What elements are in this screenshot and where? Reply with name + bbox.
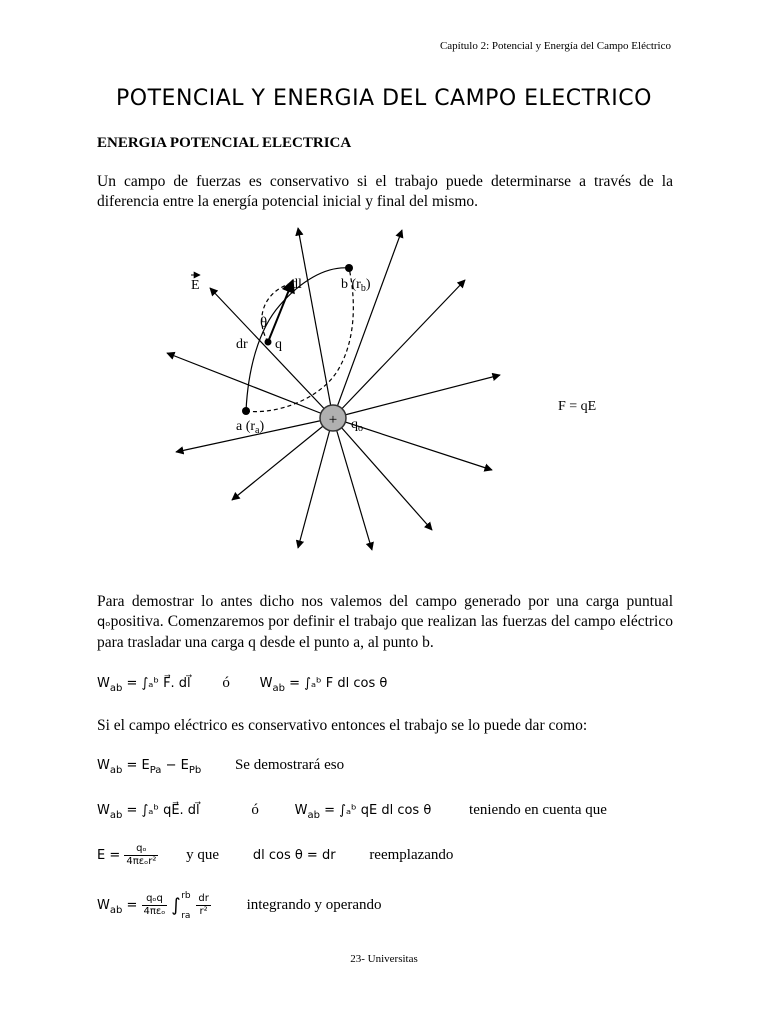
dl-vector xyxy=(268,280,293,342)
field-line xyxy=(333,418,372,550)
force-label: F = qE xyxy=(558,399,597,414)
field-diagram xyxy=(150,218,630,558)
field-line xyxy=(333,375,500,418)
theta-label: θ xyxy=(260,315,268,331)
qo-label: $q_o$ xyxy=(351,417,363,434)
paragraph-1: Para demostrar lo antes dicho nos valemos del campo generado por una carga puntual qₒpositiva. Comenzaremos por definir el trabajo que realizan las fuerzas del campo eléctrico para trasladar una carga q desde el punto a, al punto b. xyxy=(97,593,673,651)
equation-3: $W_{ab}$ = ∫ₐᵇ qE⃗. dl⃗ ó $W_{ab}$ = ∫ₐᵇ qE dl cos θ teniendo en cuenta que xyxy=(97,802,607,821)
equation-5: $W_{ab}$ = $\frac{\text{qₒq}}{\text{4πεₒ}}$ ∫ rb ra $\frac{dr}{\text{r²}}$ integrando y operando xyxy=(97,891,382,921)
equation-1: $W_{ab}$ = ∫ₐᵇ F⃗. dl⃗ ó $W_{ab}$ = ∫ₐᵇ F dl cos θ xyxy=(97,675,388,694)
field-line xyxy=(210,288,333,418)
point-a xyxy=(242,407,250,415)
page-footer: 23- Universitas xyxy=(350,953,418,965)
dl-label: dl xyxy=(291,277,302,292)
a-label: a $(r_a)$ xyxy=(236,419,265,436)
equation-2: $W_{ab} = E_{Pa} - E_{Pb}$ Se demostrará eso xyxy=(97,757,345,776)
point-q xyxy=(265,339,272,346)
equation-4: E = $\frac{\text{qₒ}}{\text{4πεₒr²}}$ y que dl cos θ = dr reemplazando xyxy=(97,843,454,867)
field-line xyxy=(298,228,333,418)
field-line xyxy=(333,230,402,418)
page-header: Capítulo 2: Potencial y Energía del Campo Eléctrico xyxy=(439,40,671,52)
plus-label: + xyxy=(328,412,338,428)
q-label: q xyxy=(275,337,282,352)
field-line xyxy=(167,353,333,418)
dr-label: dr xyxy=(236,337,248,352)
intro-paragraph: Un campo de fuerzas es conservativo si el trabajo puede determinarse a través de la diferencia entre la energía potencial inicial y final del mismo. xyxy=(97,173,673,210)
vector-e-label: E xyxy=(191,278,200,293)
field-line xyxy=(298,418,333,548)
section-heading: ENERGIA POTENCIAL ELECTRICA xyxy=(97,135,352,151)
paragraph-2: Si el campo eléctrico es conservativo entonces el trabajo se lo puede dar como: xyxy=(97,717,588,734)
b-label: b $(r_b)$ xyxy=(341,277,371,294)
point-b xyxy=(345,264,353,272)
page-title: POTENCIAL Y ENERGIA DEL CAMPO ELECTRICO xyxy=(116,86,652,111)
